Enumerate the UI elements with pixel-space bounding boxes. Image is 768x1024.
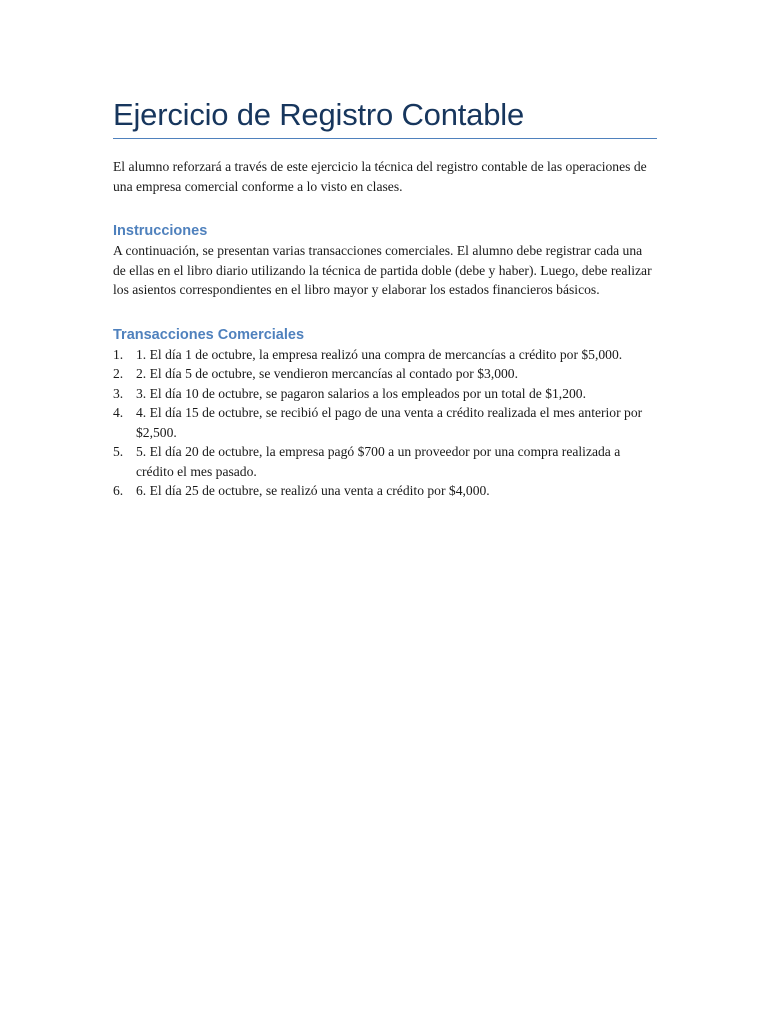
list-item-number: 1.: [113, 346, 124, 362]
list-item: [113, 384, 658, 404]
list-item: [113, 403, 658, 442]
transactions-list: [113, 345, 658, 501]
list-item: [113, 364, 658, 384]
list-item-number: 2.: [113, 366, 124, 381]
document-title: Ejercicio de Registro Contable: [113, 97, 524, 132]
instructions-paragraph: A continuación, se presentan varias transacciones comerciales. El alumno debe registrar cada una de ellas en el libro diario utilizando la técnica de partida doble (debe y haber). Luego, debe realizar los asientos correspondientes en el libro mayor y elaborar los estados financieros básicos.: [113, 243, 652, 297]
list-item-number: 4.: [113, 405, 124, 420]
title-divider: [113, 138, 657, 139]
document-page: [113, 0, 658, 501]
list-item-text: 1. El día 1 de octubre, la empresa realizó una compra de mercancías a crédito por $5,000.: [136, 346, 623, 362]
list-item: [113, 481, 658, 501]
list-item-text: 3. El día 10 de octubre, se pagaron salarios a los empleados por un total de $1,200.: [136, 385, 586, 401]
intro-paragraph: El alumno reforzará a través de este ejercicio la técnica del registro contable de las operaciones de una empresa comercial conforme a lo visto en clases.: [113, 159, 647, 194]
instructions-heading: Instrucciones: [113, 223, 208, 239]
list-item-number: 6.: [113, 483, 124, 498]
list-item: [113, 345, 658, 365]
list-item-text: 2. El día 5 de octubre, se vendieron mercancías al contado por $3,000.: [136, 366, 519, 381]
list-item-text: 5. El día 20 de octubre, la empresa pagó $700 a un proveedor por una compra realizada a crédito el mes pasado.: [136, 444, 621, 479]
list-item-number: 5.: [113, 444, 124, 459]
list-item-text: 4. El día 15 de octubre, se recibió el pago de una venta a crédito realizada el mes anterior por $2,500.: [136, 405, 643, 440]
list-item-number: 3.: [113, 385, 124, 401]
list-item-text: 6. El día 25 de octubre, se realizó una venta a crédito por $4,000.: [136, 483, 490, 498]
transactions-heading: Transacciones Comerciales: [113, 326, 305, 343]
list-item: [113, 442, 658, 481]
